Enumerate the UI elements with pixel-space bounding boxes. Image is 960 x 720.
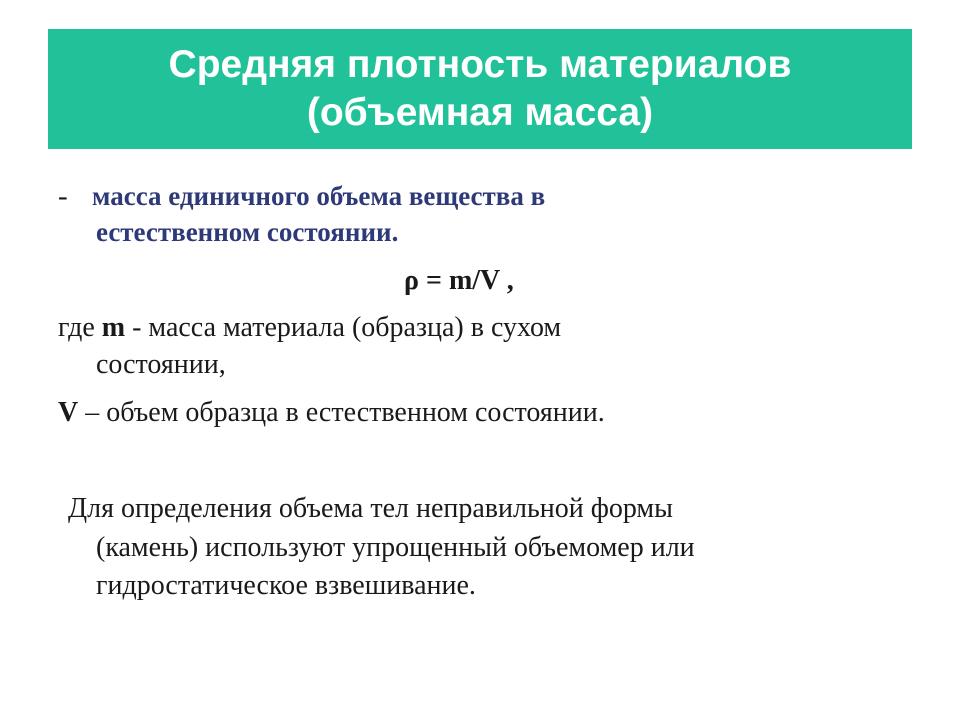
where-prefix: где bbox=[58, 312, 102, 343]
mass-symbol: m bbox=[101, 312, 126, 343]
volume-symbol: V bbox=[58, 397, 79, 428]
note-line-3: гидростатическое взвешивание. bbox=[96, 570, 476, 601]
slide-title-line-1: Средняя плотность материалов bbox=[168, 43, 792, 86]
where-volume-line bbox=[58, 395, 605, 431]
definition-line-2: естественном состоянии. bbox=[96, 217, 399, 247]
definition-line-1: масса единичного объема вещества в bbox=[92, 181, 546, 211]
slide-title-line-2: (объемная масса) bbox=[306, 91, 654, 134]
definition-dash: - bbox=[58, 180, 68, 212]
note-line-2: (камень) используют упрощенный объемомер или bbox=[96, 532, 695, 563]
where-mass-line bbox=[58, 310, 561, 346]
where-mass-line-cont: состоянии, bbox=[96, 349, 226, 380]
mass-description: - масса материала (образца) в сухом bbox=[125, 312, 562, 343]
density-formula: ρ = m/V , bbox=[404, 265, 514, 296]
note-line-1: Для определения объема тел неправильной формы bbox=[68, 493, 673, 524]
title-banner bbox=[48, 29, 912, 149]
volume-description: – объем образца в естественном состоянии. bbox=[78, 397, 605, 428]
